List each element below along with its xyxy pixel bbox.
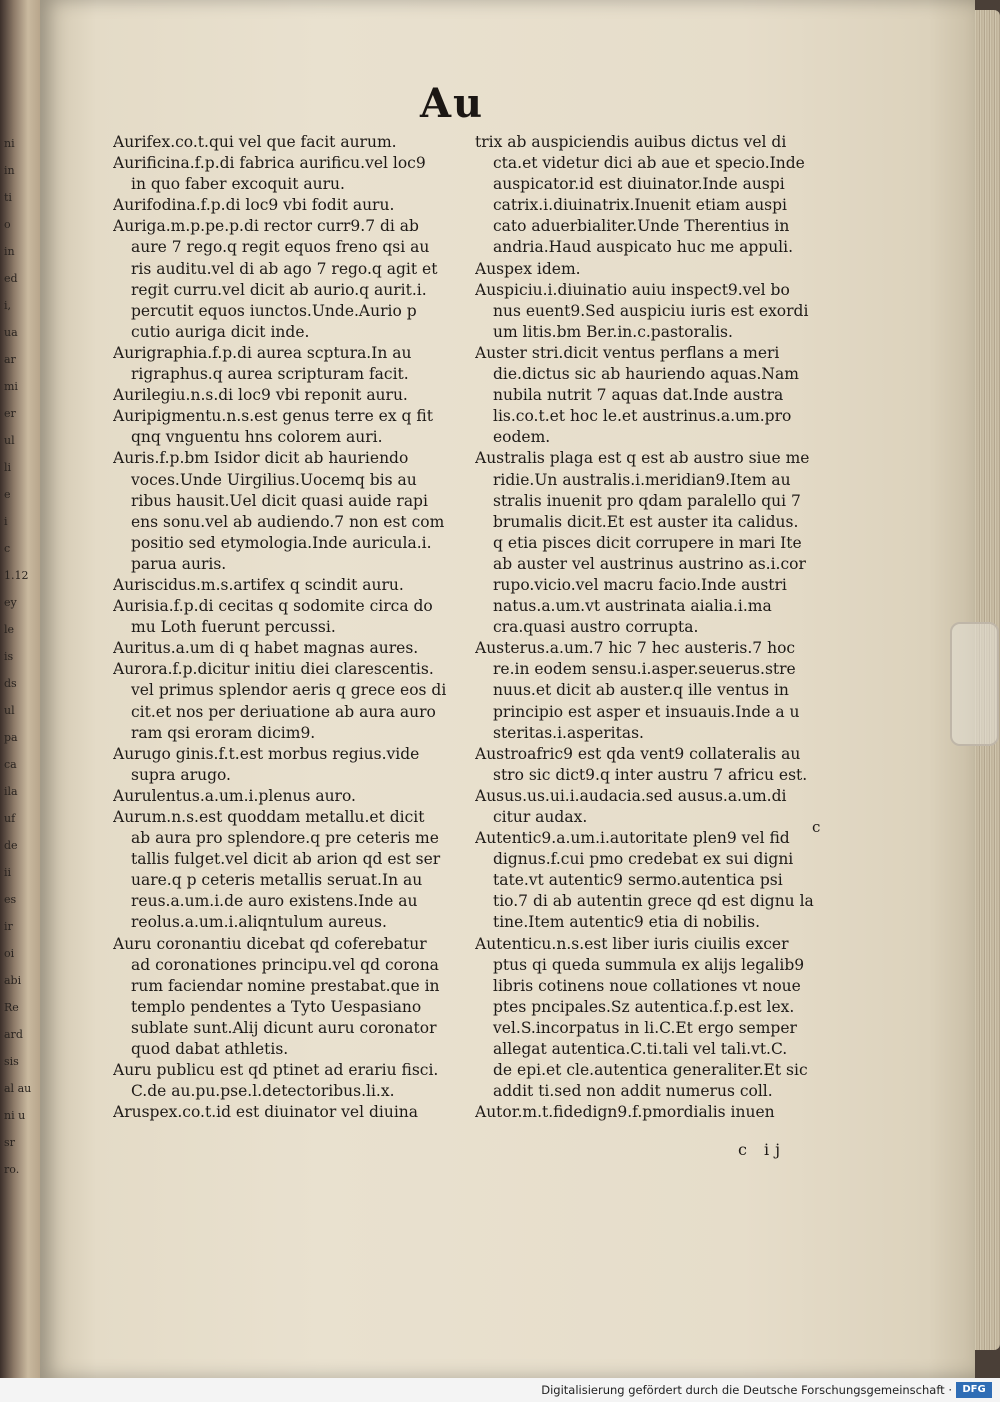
text-line: trix ab auspiciendis auibus dictus vel di <box>475 133 787 151</box>
text-line: rum faciendar nomine prestabat.que in <box>131 976 440 995</box>
facing-page-fragment: ul <box>4 704 15 717</box>
text-line: nus euent9.Sed auspiciu iuris est exordi <box>493 301 809 320</box>
text-line: Austroafric9 est qda vent9 collateralis au <box>475 744 801 763</box>
text-line: vel primus splendor aeris q grece eos di <box>131 681 447 700</box>
text-line: voces.Unde Uirgilius.Uocemq bis au <box>131 470 417 489</box>
text-line: Autor.m.t.fidedign9.f.pmordialis inuen <box>475 1103 775 1122</box>
clip-tab <box>950 622 999 746</box>
text-line: die.dictus sic ab hauriendo aquas.Nam <box>493 365 799 384</box>
facing-page-fragment: abi <box>4 974 22 987</box>
text-line: steritas.i.asperitas. <box>493 723 644 742</box>
text-line: Auripigmentu.n.s.est genus terre ex q fit <box>113 407 433 426</box>
facing-page-fragment: in <box>4 164 15 177</box>
text-line: ridie.Un australis.i.meridian9.Item au <box>493 470 791 489</box>
facing-page-fragment: es <box>4 893 17 906</box>
text-line: Auris.f.p.bm Isidor dicit ab hauriendo <box>113 449 409 468</box>
facing-page-fragment: mi <box>4 380 18 393</box>
facing-page-fragment: ed <box>4 272 18 285</box>
text-line: qnq vnguentu hns colorem auri. <box>131 428 383 447</box>
facing-page-fragment: ro. <box>4 1163 20 1176</box>
text-line: ram qsi eroram dicim9. <box>131 723 316 742</box>
text-line: Aurora.f.p.dicitur initiu diei clarescentis. <box>113 660 434 679</box>
text-line: parua auris. <box>131 554 227 573</box>
text-line: rigraphus.q aurea scripturam facit. <box>131 365 409 384</box>
facing-page-fragment: de <box>4 839 18 852</box>
text-line: Auster stri.dicit ventus perflans a meri <box>475 343 780 362</box>
text-line: reus.a.um.i.de auro existens.Inde au <box>131 892 418 911</box>
text-line: lis.co.t.et hoc le.et austrinus.a.um.pro <box>493 407 792 426</box>
text-line: aure 7 rego.q regit equos freno qsi au <box>131 238 430 257</box>
text-line: tallis fulget.vel dicit ab arion qd est ser <box>131 850 441 869</box>
text-line: principio est asper et insuauis.Inde a u <box>493 702 800 721</box>
dfg-logo: DFG <box>956 1382 992 1398</box>
text-line: dignus.f.cui pmo credebat ex sui digni <box>493 850 794 869</box>
text-line: re.in eodem sensu.i.asper.seuerus.stre <box>493 660 796 679</box>
text-line: uare.q p ceteris metallis seruat.In au <box>131 871 423 890</box>
text-line: tate.vt autentic9 sermo.autentica psi <box>493 871 783 890</box>
margin-mark: c <box>812 818 821 836</box>
text-line: ab auster vel austrinus austrino as.i.cor <box>493 554 806 573</box>
text-line: Aurificina.f.p.di fabrica aurificu.vel loc9 <box>113 154 426 173</box>
facing-page-fragment: e <box>4 488 11 501</box>
text-line: ab aura pro splendore.q pre ceteris me <box>131 829 439 848</box>
text-line: ris auditu.vel di ab ago 7 rego.q agit et <box>131 259 438 278</box>
text-line: nubila nutrit 7 aquas dat.Inde austra <box>493 386 784 405</box>
text-line: vel.S.incorpatus in li.C.Et ergo semper <box>493 1018 797 1037</box>
text-line: rupo.vicio.vel macru facio.Inde austri <box>493 575 787 594</box>
text-line: q etia pisces dicit corrupere in mari Ite <box>493 533 802 552</box>
text-line: natus.a.um.vt austrinata aialia.i.ma <box>493 597 772 616</box>
text-line: ptes pncipales.Sz autentica.f.p.est lex. <box>493 997 795 1016</box>
text-line: Auritus.a.um di q habet magnas aures. <box>113 639 419 658</box>
text-line: percutit equos iunctos.Unde.Aurio p <box>131 301 417 320</box>
text-line: Autenticu.n.s.est liber iuris ciuilis excer <box>475 934 789 953</box>
text-line: Aurigraphia.f.p.di aurea scptura.In au <box>113 343 412 362</box>
text-line: de epi.et cle.autentica generaliter.Et sic <box>493 1061 808 1080</box>
text-line: Autentic9.a.um.i.autoritate plen9 vel fid <box>475 829 790 848</box>
facing-page-fragment: in <box>4 245 15 258</box>
facing-page-fragment: le <box>4 623 15 636</box>
text-line: cato aduerbialiter.Unde Therentius in <box>493 217 790 236</box>
facing-page-fragment: oi <box>4 947 15 960</box>
text-line: Australis plaga est q est ab austro siue me <box>475 449 810 468</box>
text-line: Auriga.m.p.pe.p.di rector curr9.7 di ab <box>113 217 419 236</box>
facing-page-fragment: ua <box>4 326 18 339</box>
text-line: in quo faber excoquit auru. <box>131 175 345 194</box>
text-line: um litis.bm Ber.in.c.pastoralis. <box>493 322 733 341</box>
text-line: regit curru.vel dicit ab aurio.q aurit.i. <box>131 280 427 299</box>
text-line: cutio auriga dicit inde. <box>131 322 310 341</box>
facing-page-fragment: er <box>4 407 16 420</box>
text-line: Aurugo ginis.f.t.est morbus regius.vide <box>113 744 420 763</box>
text-line: cit.et nos per deriuatione ab aura auro <box>131 702 436 721</box>
facing-page-fragment: i <box>4 515 8 528</box>
text-line: templo pendentes a Tyto Uespasiano <box>131 997 422 1016</box>
text-line: Aurulentus.a.um.i.plenus auro. <box>113 786 356 805</box>
text-line: Ausus.us.ui.i.audacia.sed ausus.a.um.di <box>475 786 787 805</box>
text-line: tio.7 di ab autentin grece qd est dignu la <box>493 892 814 911</box>
facing-page-fragment: ard <box>4 1028 23 1041</box>
facing-page-fragment: ca <box>4 758 17 771</box>
facing-page-fragment: i, <box>4 299 12 312</box>
text-line: ad coronationes principu.vel qd corona <box>131 955 439 974</box>
facing-page-fragment: ni <box>4 137 15 150</box>
text-line: Auspiciu.i.diuinatio auiu inspect9.vel bo <box>475 280 790 299</box>
text-line: Auriscidus.m.s.artifex q scindit auru. <box>113 575 404 594</box>
facing-page-fragment: pa <box>4 731 18 744</box>
facing-page-fragment: is <box>4 650 14 663</box>
facing-page-fragment: ti <box>4 191 12 204</box>
facing-page-fragment: sis <box>4 1055 19 1068</box>
text-line: nuus.et dicit ab auster.q ille ventus in <box>493 681 789 700</box>
facing-page-fragment: li <box>4 461 12 474</box>
text-line: cta.et videtur dici ab aue et specio.Inde <box>493 154 805 173</box>
footer-bar <box>0 1378 1000 1402</box>
text-line: allegat autentica.C.ti.tali vel tali.vt.C. <box>493 1040 788 1059</box>
text-line: mu Loth fuerunt percussi. <box>131 618 336 637</box>
text-line: addit ti.sed non addit numerus coll. <box>493 1082 773 1101</box>
facing-page-fragment: o <box>4 218 11 231</box>
text-line: Auru coronantiu dicebat qd coferebatur <box>113 934 427 953</box>
text-line: stro sic dict9.q inter austru 7 africu est. <box>493 765 808 784</box>
signature-mark: c ij <box>738 1140 787 1159</box>
facing-page-fragment: ar <box>4 353 16 366</box>
facing-page-fragment: sr <box>4 1136 15 1149</box>
text-line: Aruspex.co.t.id est diuinator vel diuina <box>113 1103 419 1122</box>
text-line: auspicator.id est diuinator.Inde auspi <box>493 175 785 194</box>
facing-page-fragment: ir <box>4 920 13 933</box>
text-line: quod dabat athletis. <box>131 1040 289 1059</box>
text-line: Aurisia.f.p.di cecitas q sodomite circa do <box>113 597 433 616</box>
facing-page-fragment: ul <box>4 434 15 447</box>
facing-page-fragment: ey <box>4 596 17 609</box>
facing-page-fragment: uf <box>4 812 16 825</box>
text-line: Austerus.a.um.7 hic 7 hec austeris.7 hoc <box>475 639 796 658</box>
facing-page-edge <box>0 0 40 1378</box>
text-line: cra.quasi austro corrupta. <box>493 618 699 637</box>
text-line: sublate sunt.Alij dicunt auru coronator <box>131 1018 437 1037</box>
text-line: andria.Haud auspicato huc me appuli. <box>493 238 794 257</box>
text-line: libris cotinens noue collationes vt noue <box>493 976 801 995</box>
text-line: stralis inuenit pro qdam paralello qui 7 <box>493 491 801 510</box>
funding-notice: Digitalisierung gefördert durch die Deutsche Forschungsgemeinschaft · <box>541 1383 952 1397</box>
text-line: Auspex idem. <box>475 259 581 278</box>
text-line: citur audax. <box>493 808 588 826</box>
left-text-column <box>113 132 465 1123</box>
text-line: Aurifex.co.t.qui vel que facit aurum. <box>113 133 397 151</box>
facing-page-fragment: ni u <box>4 1109 26 1122</box>
facing-page-fragment: ds <box>4 677 17 690</box>
facing-page-fragment: ila <box>4 785 18 798</box>
text-line: Auru publicu est qd ptinet ad erariu fisci. <box>113 1061 439 1080</box>
text-line: C.de au.pu.pse.l.detectoribus.li.x. <box>131 1082 395 1101</box>
text-line: ptus qi queda summula ex alijs legalib9 <box>493 955 805 974</box>
text-line: ribus hausit.Uel dicit quasi auide rapi <box>131 491 428 510</box>
text-line: Aurifodina.f.p.di loc9 vbi fodit auru. <box>113 196 395 215</box>
text-line: catrix.i.diuinatrix.Inuenit etiam auspi <box>493 196 788 215</box>
text-line: supra arugo. <box>131 765 231 784</box>
running-head: Au <box>420 80 485 127</box>
facing-page-fragment: ii <box>4 866 12 879</box>
right-text-column <box>475 132 827 1123</box>
text-line: reolus.a.um.i.aliqntulum aureus. <box>131 913 387 932</box>
facing-page-fragment: c <box>4 542 11 555</box>
text-line: eodem. <box>493 428 551 447</box>
facing-page-fragment: 1.12 <box>4 569 29 582</box>
text-line: Aurum.n.s.est quoddam metallu.et dicit <box>113 808 425 826</box>
text-line: Aurilegiu.n.s.di loc9 vbi reponit auru. <box>113 386 408 405</box>
text-line: positio sed etymologia.Inde auricula.i. <box>131 533 432 552</box>
facing-page-fragment: Re <box>4 1001 19 1014</box>
text-line: ens sonu.vel ab audiendo.7 non est com <box>131 512 445 531</box>
text-line: tine.Item autentic9 etia di nobilis. <box>493 913 761 932</box>
text-line: brumalis dicit.Et est auster ita calidus. <box>493 512 799 531</box>
facing-page-fragment: al au <box>4 1082 32 1095</box>
